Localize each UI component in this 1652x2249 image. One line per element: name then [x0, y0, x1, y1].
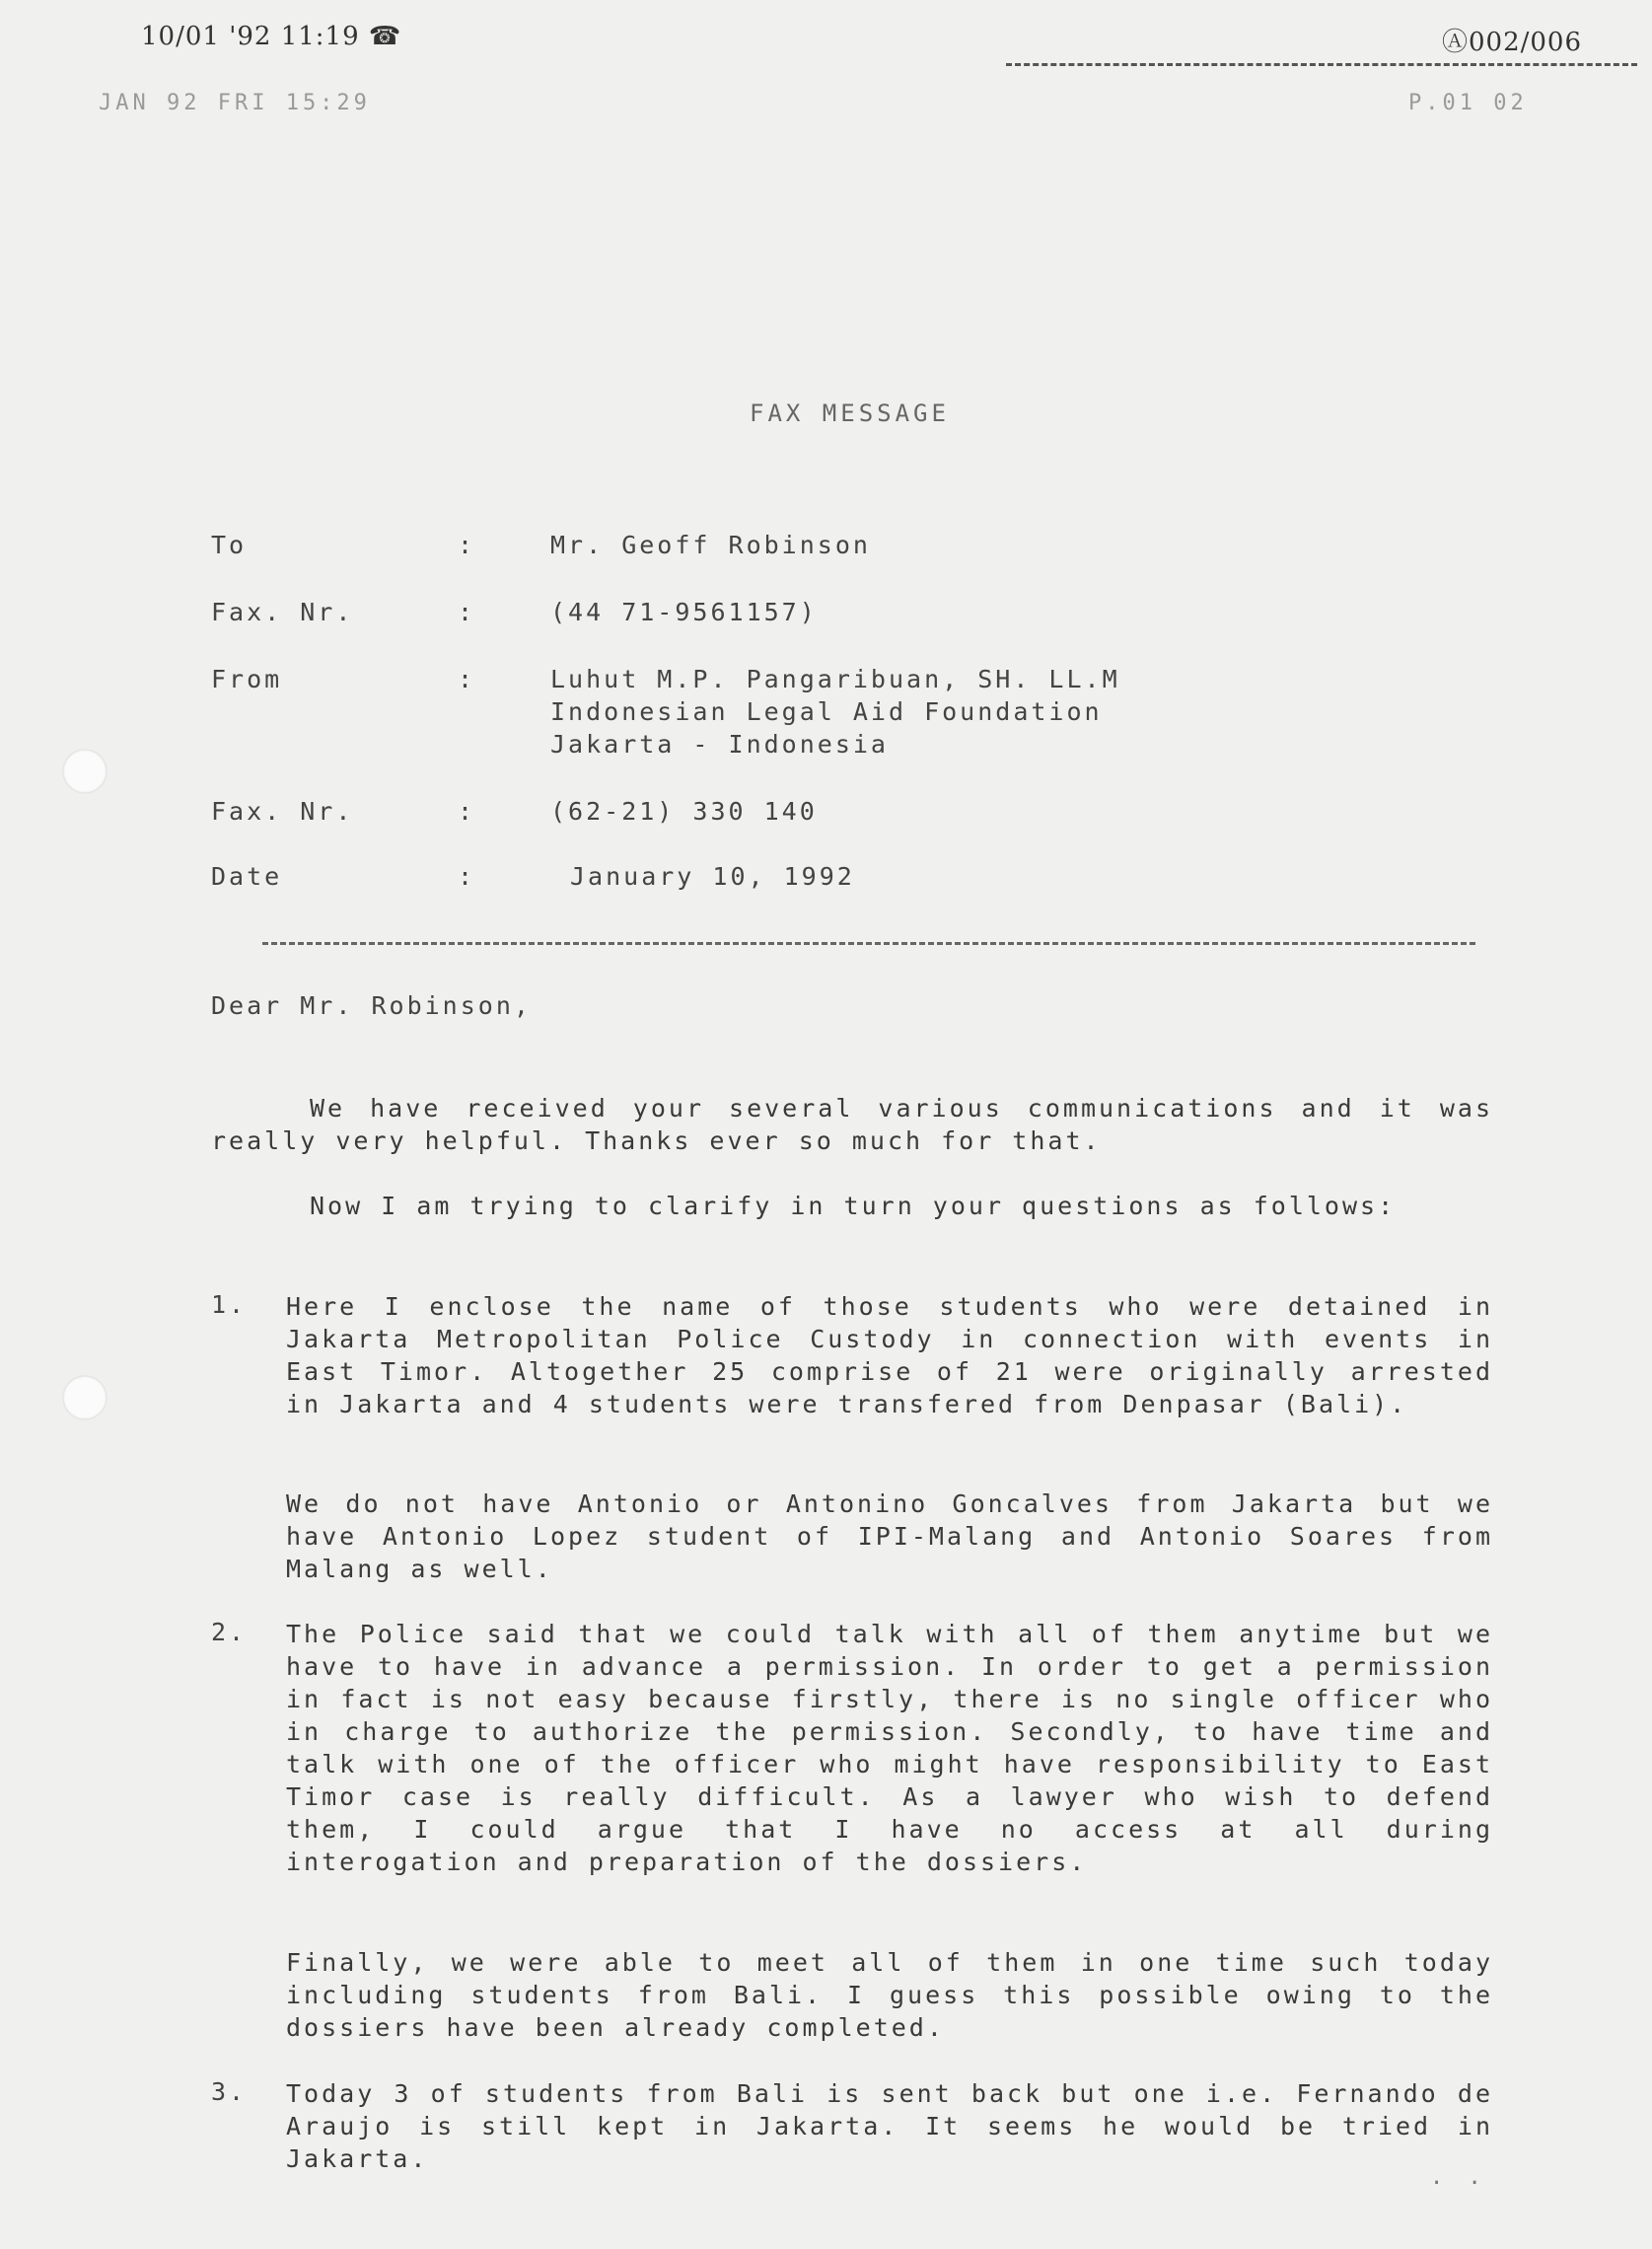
- fax-transmit-header: 10/01 '92 11:19 ☎: [141, 22, 402, 51]
- item-1-number: 1.: [211, 1290, 248, 1319]
- field-from-name: Luhut M.P. Pangaribuan, SH. LL.M: [550, 665, 1120, 693]
- paragraph-1: [211, 1092, 1493, 1157]
- item-1-paragraph: Here I enclose the name of those students who were detained in Jakarta Metropolitan Police Custody in connection with events in East Timor. Altogether 25 comprise of 21 were originally arrested in Jakarta and 4 students were transfered from Denpasar (Bali).: [286, 1292, 1493, 1418]
- field-to-label: To: [211, 531, 248, 559]
- field-date-value: January 10, 1992: [570, 862, 855, 891]
- paragraph-2: [211, 1190, 1493, 1222]
- field-fax-from-label: Fax. Nr.: [211, 797, 354, 826]
- item-3-number: 3.: [211, 2077, 248, 2106]
- field-from-location: Jakarta - Indonesia: [550, 730, 889, 759]
- field-fax-to-label: Fax. Nr.: [211, 598, 354, 626]
- header-rule: [1006, 63, 1637, 66]
- field-fax-from-value: (62-21) 330 140: [550, 797, 818, 826]
- item-3-paragraph: Today 3 of students from Bali is sent back but one i.e. Fernando de Araujo is still kept in Jakarta. It seems he would be tried in Jakarta.: [286, 2079, 1493, 2173]
- punch-hole-bottom: [63, 1376, 107, 1419]
- field-from-label: From: [211, 665, 283, 693]
- field-colon: :: [458, 797, 476, 826]
- field-colon: :: [458, 531, 476, 559]
- document-title: FAX MESSAGE: [750, 399, 950, 427]
- paragraph-1-text: We have received your several various communications and it was really very helpful. Thanks ever so much for that.: [211, 1094, 1493, 1155]
- fax-noise-dots: . .: [1430, 2165, 1487, 2190]
- item-2-paragraph: The Police said that we could talk with all of them anytime but we have to have in advance a permission. In order to get a permission in fact is not easy because firstly, there is no single officer who in charge to authorize the permission. Secondly, to have time and talk with one of the officer who might have responsibility to East Timor case is really difficult. As a lawyer who wish to defend them, I could argue that I have no access at all during interogation and preparation of the dossiers.: [286, 1620, 1493, 1876]
- item-2-paragraph-b: Finally, we were able to meet all of them in one time such today including students from Bali. I guess this possible owing to the dossiers have been already completed.: [286, 1948, 1493, 2042]
- item-1-paragraph-b: We do not have Antonio or Antonino Goncalves from Jakarta but we have Antonio Lopez student of IPI-Malang and Antonio Soares from Malang as well.: [286, 1489, 1493, 1583]
- punch-hole-top: [63, 750, 107, 793]
- salutation: Dear Mr. Robinson,: [211, 991, 532, 1020]
- fax-page-reference: Ⓐ002/006: [1442, 28, 1583, 57]
- header-separator: [262, 942, 1475, 945]
- field-date-label: Date: [211, 862, 283, 891]
- field-to-value: Mr. Geoff Robinson: [550, 531, 871, 559]
- paragraph-2-text: Now I am trying to clarify in turn your questions as follows:: [310, 1192, 1397, 1220]
- faint-page-number: P.01 02: [1408, 91, 1528, 115]
- field-fax-to-value: (44 71-9561157): [550, 598, 818, 626]
- field-colon: :: [458, 862, 476, 891]
- field-colon: :: [458, 598, 476, 626]
- faint-transmit-line: JAN 92 FRI 15:29: [99, 91, 371, 115]
- field-colon: :: [458, 665, 476, 693]
- item-2-number: 2.: [211, 1618, 248, 1646]
- field-from-organization: Indonesian Legal Aid Foundation: [550, 697, 1103, 726]
